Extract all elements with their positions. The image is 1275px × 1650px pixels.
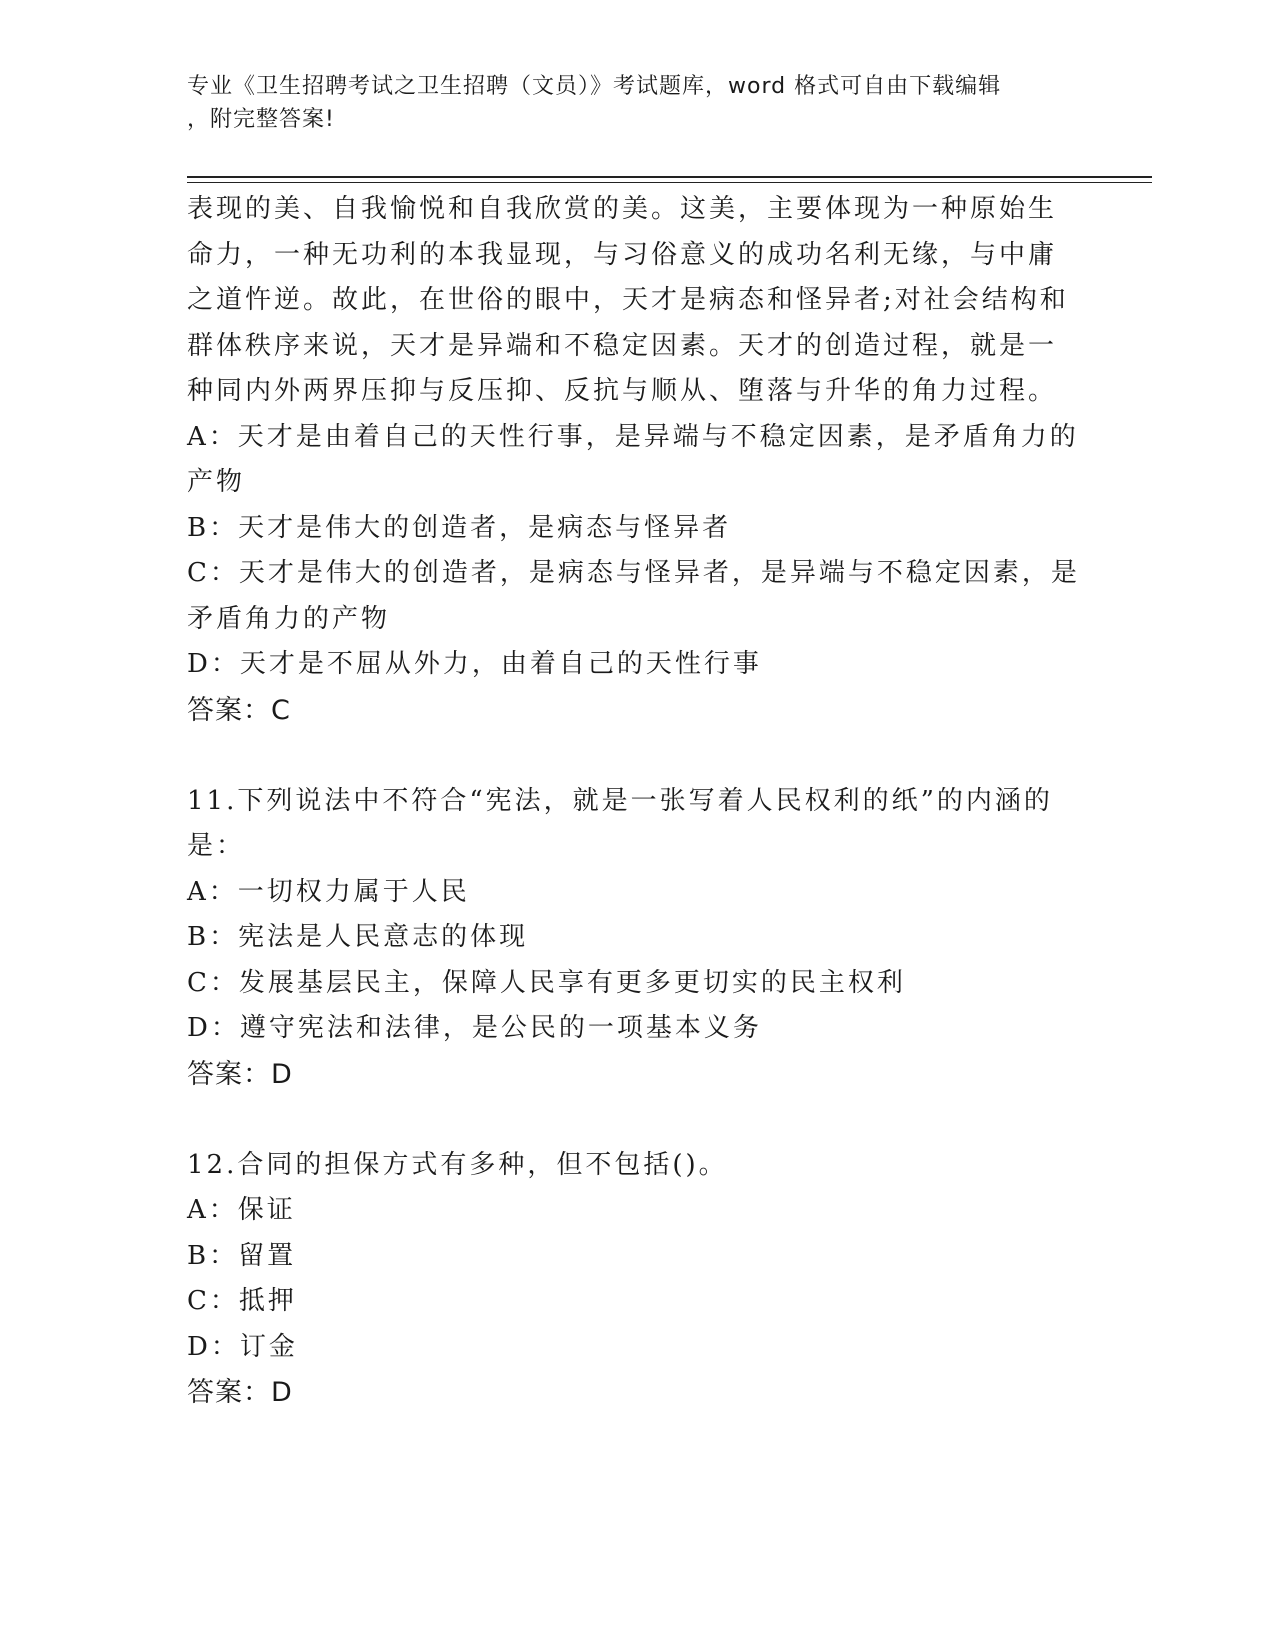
q12-answer: 答案：D (187, 1377, 293, 1408)
header-divider-thin (187, 182, 1152, 183)
q12-question: 12.合同的担保方式有多种，但不包括()。 (187, 1149, 728, 1180)
q11-option-b: B：宪法是人民意志的体现 (187, 922, 529, 952)
passage-line: 种同内外两界压抑与反压抑、反抗与顺从、堕落与升华的角力过程。 (187, 376, 1058, 406)
q10-option-d: D：天才是不屈从外力，由着自己的天性行事 (187, 649, 762, 679)
passage-line: 表现的美、自我愉悦和自我欣赏的美。这美，主要体现为一种原始生 (187, 194, 1058, 224)
q12-option-d: D：订金 (187, 1331, 298, 1362)
passage-line: 之道忤逆。故此，在世俗的眼中，天才是病态和怪异者;对社会结构和 (187, 285, 1069, 315)
question-11 (187, 779, 1087, 1098)
question-12 (187, 1143, 1087, 1416)
q12-option-a: A：保证 (187, 1195, 296, 1225)
passage-line: 命力，一种无功利的本我显现，与习俗意义的成功名利无缘，与中庸 (187, 239, 1058, 270)
q11-answer: 答案：D (187, 1058, 293, 1090)
passage-line: 群体秩序来说，天才是异端和不稳定因素。天才的创造过程，就是一 (187, 330, 1058, 361)
header-divider-thick (187, 176, 1152, 178)
spacer (187, 733, 1087, 779)
q11-option-c: C：发展基层民主，保障人民享有更多更切实的民主权利 (187, 967, 906, 998)
q10-option-c: C：天才是伟大的创造者，是病态与怪异者，是异端与不稳定因素，是 (187, 558, 1080, 588)
q10-option-a-cont: 产物 (187, 467, 246, 497)
q11-question: 11.下列说法中不符合“宪法，就是一张写着人民权利的纸”的内涵的 (187, 785, 1053, 816)
spacer (187, 1097, 1087, 1143)
document-header (187, 70, 1067, 136)
q10-answer: 答案：C (187, 694, 291, 726)
q11-option-a: A：一切权力属于人民 (187, 876, 470, 907)
q10-option-c-cont: 矛盾角力的产物 (187, 603, 391, 634)
header-title-line-2: ，附完整答案! (187, 107, 335, 132)
document-body (187, 187, 1087, 1416)
q12-option-c: C：抵押 (187, 1286, 297, 1316)
passage-text (187, 187, 1087, 415)
q10-option-b: B：天才是伟大的创造者，是病态与怪异者 (187, 512, 732, 543)
q11-question-cont: 是： (187, 831, 246, 861)
q11-option-d: D：遵守宪法和法律，是公民的一项基本义务 (187, 1013, 762, 1043)
q12-option-b: B：留置 (187, 1240, 297, 1271)
q10-option-a: A：天才是由着自己的天性行事，是异端与不稳定因素，是矛盾角力的 (187, 421, 1079, 452)
header-title-line-1: 专业《卫生招聘考试之卫生招聘（文员）》考试题库，word 格式可自由下载编辑 (187, 74, 1002, 99)
question-10-options (187, 415, 1087, 734)
